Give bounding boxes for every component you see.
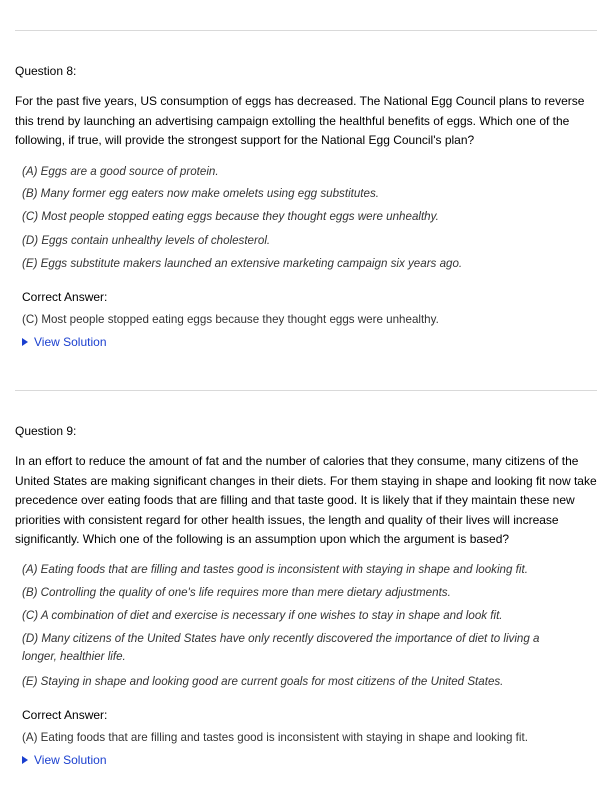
q8-view-solution-link[interactable] [22, 335, 107, 349]
q9-option-b: (B) Controlling the quality of one's life requires more than mere dietary adjustments. [22, 586, 451, 599]
question-8-title: Question 8: [15, 64, 77, 78]
q9-correct-answer: (A) Eating foods that are filling and tastes good is inconsistent with staying in shape and looking fit. [22, 731, 528, 744]
q8-option-b: (B) Many former egg eaters now make omelets using egg substitutes. [22, 187, 379, 200]
q8-correct-answer: (C) Most people stopped eating eggs because they thought eggs were unhealthy. [22, 313, 439, 326]
question-9-stem: In an effort to reduce the amount of fat and the number of calories that they consume, many citizens of the United States are making significant changes in their diets. For them staying in shape and looking fit now take precedence over eating foods that are filling and that taste good. It is likely that if they maintain these new priorities with consistent regard for other health issues, the length and quality of their lives will increase significantly. Which one of the following is an assumption upon which the argument is based? [15, 454, 597, 546]
middle-divider [15, 390, 597, 391]
q9-option-c: (C) A combination of diet and exercise is necessary if one wishes to stay in shape and look fit. [22, 609, 503, 622]
top-divider [15, 30, 597, 31]
q9-view-solution-link[interactable] [22, 753, 107, 767]
question-8-stem: For the past five years, US consumption of eggs has decreased. The National Egg Council plans to reverse this trend by launching an advertising campaign extolling the healthful benefits of eggs. Which one of the following, if true, will provide the strongest support for the National Egg Council's plan? [15, 94, 585, 147]
q9-view-solution-label: View Solution [34, 753, 107, 767]
q8-option-a: (A) Eggs are a good source of protein. [22, 165, 219, 178]
question-9-title: Question 9: [15, 424, 77, 438]
q9-option-d: (D) Many citizens of the United States have only recently discovered the importance of diet to living a longer, healthier life. [22, 632, 540, 663]
q9-option-a: (A) Eating foods that are filling and tastes good is inconsistent with staying in shape and looking fit. [22, 563, 528, 576]
q8-option-e: (E) Eggs substitute makers launched an extensive marketing campaign six years ago. [22, 257, 463, 270]
q9-option-e: (E) Staying in shape and looking good are current goals for most citizens of the United States. [22, 675, 504, 688]
play-triangle-icon [22, 338, 28, 346]
q8-correct-answer-label: Correct Answer: [22, 290, 108, 304]
q8-option-d: (D) Eggs contain unhealthy levels of cholesterol. [22, 234, 271, 247]
play-triangle-icon [22, 756, 28, 764]
q9-correct-answer-label: Correct Answer: [22, 708, 108, 722]
q8-option-c: (C) Most people stopped eating eggs because they thought eggs were unhealthy. [22, 210, 439, 223]
q8-view-solution-label: View Solution [34, 335, 107, 349]
